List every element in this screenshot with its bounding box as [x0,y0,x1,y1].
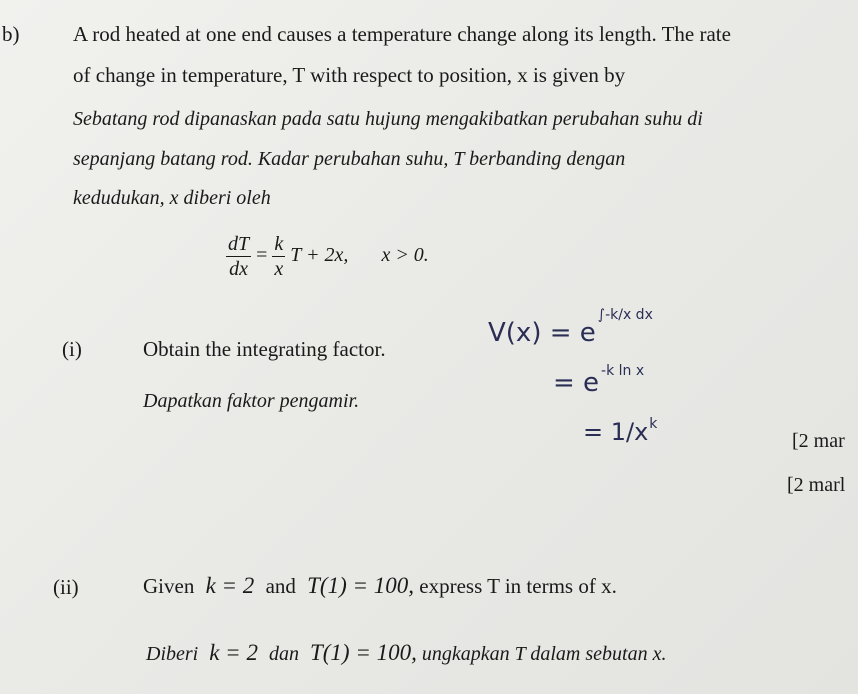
part-i-label: (i) [62,337,82,361]
part-ii-malay-post: ungkapkan T dalam sebutan x. [421,643,667,665]
part-b-malay-line2: sepanjang batang rod. Kadar perubahan suhu, T berbanding dengan [73,148,626,170]
part-ii-english [143,573,617,599]
handwriting-line1 [488,307,653,348]
part-i-english: Obtain the integrating factor. [143,337,386,361]
handwriting-line3-exponent: k [649,416,658,432]
part-b-english-line1: A rod heated at one end causes a temperature change along its length. The rate [73,22,731,46]
rhs-remainder: T + 2x, [290,244,349,267]
lhs-denominator: dx [229,258,248,280]
marks-allocation-2: [2 marl [787,474,846,496]
rhs-denominator: x [274,258,284,280]
handwriting-line2-lhs: = e [553,368,600,398]
handwriting-line3 [583,418,657,446]
part-b-label: b) [2,22,20,46]
lhs-fraction [226,232,251,281]
part-b-malay-line1: Sebatang rod dipanaskan pada satu hujung mengakibatkan perubahan suhu di [73,108,703,130]
differential-equation [226,232,429,281]
part-ii-T-value: T(1) = 100, [307,573,415,598]
equals-sign: = [256,244,268,267]
part-i-malay: Dapatkan faktor pengamir. [143,390,360,412]
part-ii-english-post: express T in terms of x. [419,574,617,598]
part-ii-dan: dan [268,643,299,665]
part-ii-malay-T: T(1) = 100, [309,640,417,665]
part-ii-k-value: k = 2 [205,573,255,598]
part-b-english-line2: of change in temperature, T with respect to position, x is given by [73,63,626,87]
handwriting-line2 [553,363,645,398]
handwriting-line1-exponent: ∫-k/x dx [597,307,653,323]
rhs-fraction [272,232,285,281]
handwriting-line1-lhs: V(x) = e [488,318,596,348]
handwriting-line2-exponent: -k ln x [601,363,645,379]
rhs-numerator: k [274,233,284,255]
marks-allocation-1: [2 mar [792,430,845,452]
domain-condition: x > 0. [381,244,429,267]
part-ii-malay [146,640,666,666]
handwriting-line3-lhs: = 1/x [583,418,649,446]
part-b-malay-line3: kedudukan, x diberi oleh [73,187,271,209]
part-ii-diberi: Diberi [146,643,199,665]
part-ii-given: Given [143,574,195,598]
part-ii-label: (ii) [53,575,79,599]
lhs-numerator: dT [228,233,250,255]
part-ii-and: and [265,574,296,598]
part-ii-malay-k: k = 2 [209,640,258,665]
